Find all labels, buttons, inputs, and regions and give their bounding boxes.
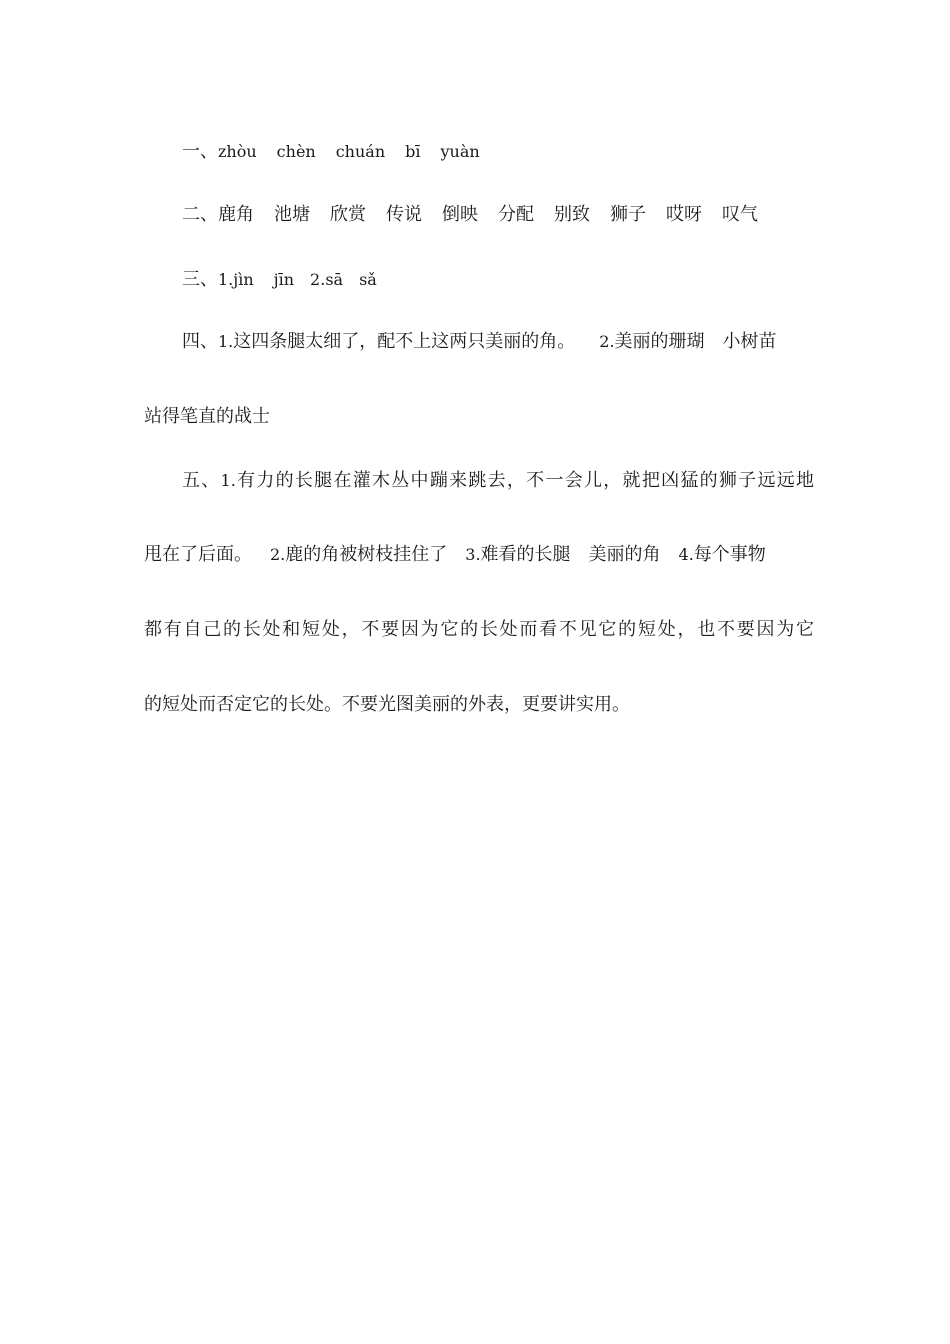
answer-3-label: 三、	[182, 269, 218, 290]
word-item: 哎呀	[666, 204, 702, 225]
answer-2-label: 二、	[182, 204, 218, 225]
word-item: 叹气	[722, 204, 758, 225]
answer-text: 鹿的角被树枝挂住了	[285, 544, 448, 565]
answer-1	[182, 139, 814, 165]
word-item: 欣赏	[330, 204, 366, 225]
answer-5-line-1	[182, 468, 814, 494]
pinyin-item: yuàn	[440, 142, 480, 161]
answer-3	[182, 267, 814, 293]
item-number: 1.	[220, 471, 236, 490]
answer-2	[182, 202, 814, 228]
item-number: 3.	[465, 545, 481, 564]
answer-text: 难看的长腿	[480, 544, 571, 565]
item-number: 1.	[218, 332, 234, 351]
word-item: 倒映	[442, 204, 478, 225]
pinyin-item: sǎ	[359, 270, 377, 289]
answer-4-label: 四、	[182, 331, 218, 352]
word-item: 狮子	[610, 204, 646, 225]
answer-4-line-2	[144, 404, 814, 430]
pinyin-item: sā	[325, 270, 344, 289]
answer-1-label: 一、	[182, 141, 218, 162]
answer-5-line-2	[144, 542, 814, 568]
answer-text: 小树苗	[722, 331, 777, 352]
answer-5-line-4	[144, 692, 814, 718]
answer-text: 站得笔直的战士	[144, 406, 270, 427]
answer-text: 这四条腿太细了，配不上这两只美丽的角。	[233, 331, 576, 352]
word-item: 传说	[386, 204, 422, 225]
item-number: 4.	[678, 545, 694, 564]
answer-text: 有力的长腿在灌木丛中蹦来跳去，不一会儿，就把凶猛的狮子远远地	[235, 470, 814, 491]
item-number: 2.	[310, 270, 326, 289]
answer-text: 美丽的角	[588, 544, 661, 565]
pinyin-item: chuán	[335, 142, 386, 161]
word-item: 鹿角	[218, 204, 254, 225]
answer-4-line-1	[182, 329, 814, 355]
answer-5-line-3	[144, 617, 814, 643]
pinyin-item: zhòu	[218, 142, 257, 161]
pinyin-item: jìn	[233, 270, 254, 289]
item-number: 2.	[270, 545, 286, 564]
answer-text: 每个事物	[693, 544, 766, 565]
word-item: 池塘	[274, 204, 310, 225]
word-item: 别致	[554, 204, 590, 225]
answer-text: 美丽的珊瑚	[614, 331, 705, 352]
item-number: 1.	[218, 270, 234, 289]
answer-5-label: 五、	[182, 470, 221, 491]
answer-text: 都有自己的长处和短处，不要因为它的长处而看不见它的短处，也不要因为它	[144, 619, 814, 640]
word-item: 分配	[498, 204, 534, 225]
answer-text: 甩在了后面。	[144, 544, 252, 565]
pinyin-item: bī	[405, 142, 421, 161]
item-number: 2.	[599, 332, 615, 351]
answer-text: 的短处而否定它的长处。不要光图美丽的外表，更要讲实用。	[144, 694, 630, 715]
pinyin-item: jīn	[273, 270, 295, 289]
pinyin-item: chèn	[276, 142, 316, 161]
